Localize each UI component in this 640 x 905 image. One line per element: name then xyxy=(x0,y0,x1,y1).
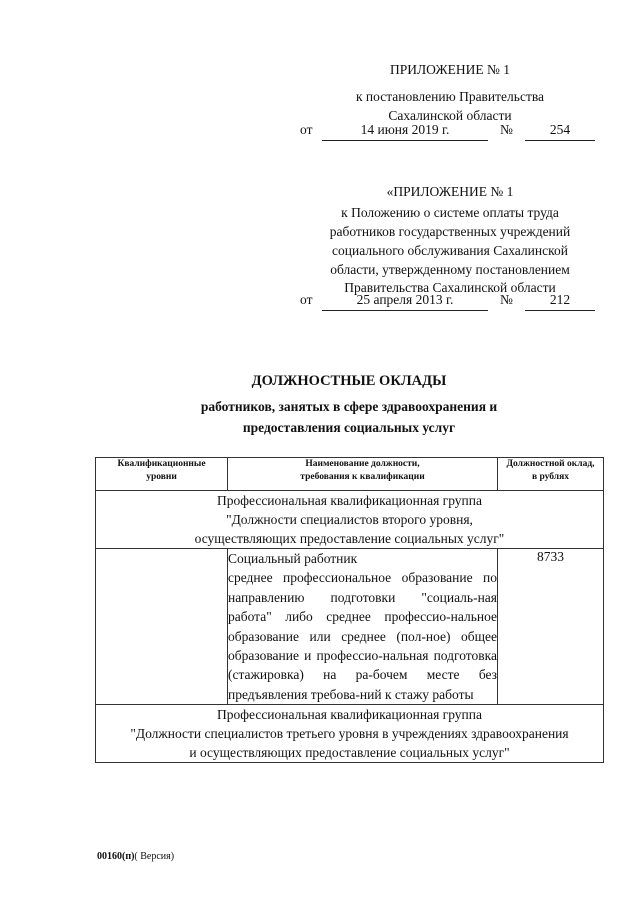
document-subtitle: предоставления социальных услуг xyxy=(242,420,456,435)
table-row xyxy=(96,549,604,705)
document-title: ДОЛЖНОСТНЫЕ ОКЛАДЫ xyxy=(251,373,447,389)
salary-table xyxy=(95,457,604,763)
header-text: уровни xyxy=(146,472,177,482)
decree-date: 14 июня 2019 г. xyxy=(322,122,488,141)
number-label: № xyxy=(500,292,513,307)
decree-number: 254 xyxy=(525,122,595,141)
document-version: ( Версия) xyxy=(134,851,175,862)
header-position-name xyxy=(228,458,498,491)
decree-date: 25 апреля 2013 г. xyxy=(322,292,488,311)
group-line: "Должности специалистов второго уровня, xyxy=(226,512,473,527)
qualification-group-cell xyxy=(96,705,604,763)
header-salary xyxy=(498,458,604,491)
header-qualification-levels xyxy=(96,458,228,491)
salary-cell: 8733 xyxy=(498,549,604,705)
document-footer xyxy=(97,851,174,862)
group-line: Профессиональная квалификационная группа xyxy=(217,707,482,723)
appendix-date-row xyxy=(300,292,600,311)
group-row xyxy=(96,705,604,763)
header-text: Наименование должности, xyxy=(305,459,420,469)
position-requirements: среднее профессиональное образование по направлению подготовки "социаль-ная работа" либо среднее профессио-нальное образование или среднее (пол-ное) общее образование и профессио-нальная подготовка (стажировка) на ра-бочем месте без предъявления требова-ний к стажу работы xyxy=(228,570,497,702)
qualification-group-cell xyxy=(96,491,604,549)
document-subtitle: работников, занятых в сфере здравоохранения и xyxy=(200,399,498,414)
number-label: № xyxy=(500,122,513,137)
decree-number: 212 xyxy=(525,292,595,311)
group-line: Профессиональная квалификационная группа xyxy=(217,493,482,508)
appendix-line: к Положению о системе оплаты труда xyxy=(341,205,559,220)
group-line: осуществляющих предоставление социальных услуг" xyxy=(194,531,505,546)
document-code: 00160(п) xyxy=(97,851,135,862)
header-text: требования к квалификации xyxy=(300,472,425,482)
position-title: Социальный работник xyxy=(228,551,358,566)
position-cell xyxy=(228,549,498,705)
header-text: в рублях xyxy=(531,472,570,482)
header-text: Должностной оклад, xyxy=(506,459,595,469)
from-label: от xyxy=(300,122,313,137)
appendix-line: работников государственных учреждений xyxy=(329,224,571,239)
appendix-line: Правительства Сахалинской области xyxy=(344,280,556,295)
appendix-line: социального обслуживания Сахалинской xyxy=(332,243,568,258)
appendix-title: ПРИЛОЖЕНИЕ № 1 xyxy=(389,62,511,77)
header-text: Квалификационные xyxy=(117,459,206,469)
appendix-line: Сахалинской области xyxy=(388,108,512,123)
qualification-level-cell xyxy=(96,549,228,705)
appendix-line: к постановлению Правительства xyxy=(355,89,545,104)
from-label: от xyxy=(300,292,313,307)
group-line: "Должности специалистов третьего уровня в учреждениях здравоохранения xyxy=(130,726,569,742)
group-line: и осуществляющих предоставление социальных услуг" xyxy=(189,745,510,761)
table-header-row xyxy=(96,458,604,491)
appendix-date-row xyxy=(300,122,600,141)
appendix-title: «ПРИЛОЖЕНИЕ № 1 xyxy=(386,184,514,199)
group-row xyxy=(96,491,604,549)
appendix-line: области, утвержденному постановлением xyxy=(330,262,570,277)
